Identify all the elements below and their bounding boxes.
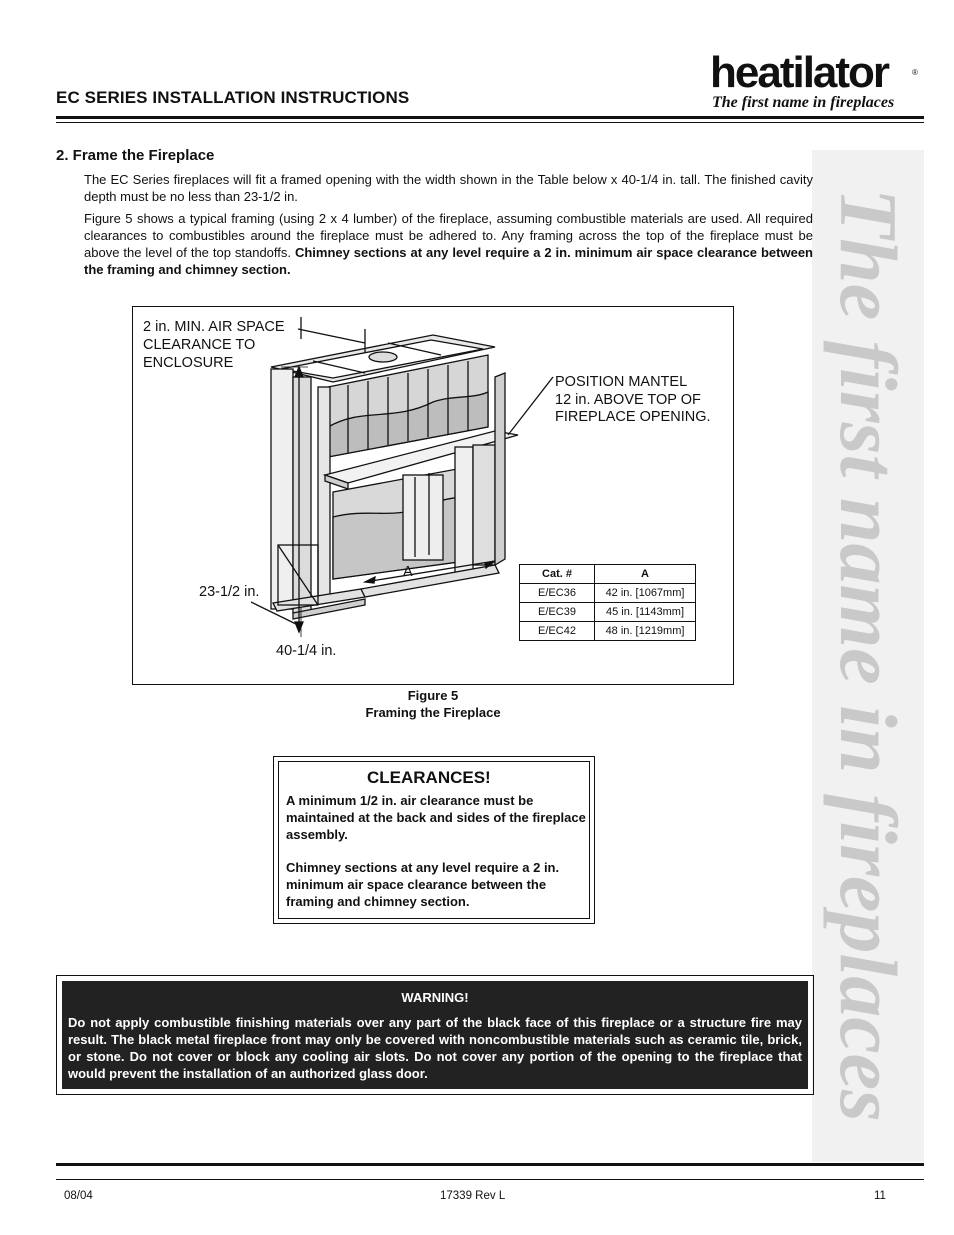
label-depth-dimension: 23-1/2 in. xyxy=(199,584,260,600)
table-header-cat: Cat. # xyxy=(520,565,595,584)
label-width-a: A xyxy=(403,564,413,580)
table-cell-a: 45 in. [1143mm] xyxy=(595,603,696,622)
table-header-a: A xyxy=(595,565,696,584)
clearances-text-2: Chimney sections at any level require a 2 in. minimum air space clearance between the framing and chimney section. xyxy=(286,860,560,909)
header-rule-thin xyxy=(56,122,924,123)
warning-panel xyxy=(62,981,808,1089)
table-cell-cat: E/EC42 xyxy=(520,622,595,641)
footer-date: 08/04 xyxy=(64,1190,93,1202)
section-paragraph-1: The EC Series fireplaces will fit a framed opening with the width shown in the Table below x 40-1/4 in. tall. The finished cavity depth must be no less than 23-1/2 in. xyxy=(84,172,813,204)
section-title: 2. Frame the Fireplace xyxy=(56,147,215,164)
label-mantel-line-2: 12 in. ABOVE TOP OF xyxy=(555,392,701,408)
heatilator-logo xyxy=(708,48,923,116)
label-air-space-line-1: 2 in. MIN. AIR SPACE xyxy=(143,319,285,335)
clearances-title: CLEARANCES! xyxy=(367,768,491,787)
logo-tagline: The first name in fireplaces xyxy=(712,94,895,111)
table-cell-a: 42 in. [1067mm] xyxy=(595,584,696,603)
figure-caption-number: Figure 5 xyxy=(407,688,459,703)
label-air-space-line-3: ENCLOSURE xyxy=(143,355,234,371)
side-watermark-text: The first name in fireplaces xyxy=(823,188,914,1122)
clearances-text-1: A minimum 1/2 in. air clearance must be maintained at the back and sides of the fireplace assembly. xyxy=(286,793,586,842)
warning-title: WARNING! xyxy=(401,990,469,1005)
paragraph-2-bold-text: Chimney sections at any level require a 2 in. minimum air space clearance between the framing and chimney section. xyxy=(84,245,813,277)
label-mantel-line-3: FIREPLACE OPENING. xyxy=(555,409,711,425)
footer-rule xyxy=(56,1163,924,1166)
footer-rule-thin xyxy=(56,1179,924,1180)
table-cell-cat: E/EC39 xyxy=(520,603,595,622)
table-cell-a: 48 in. [1219mm] xyxy=(595,622,696,641)
label-air-space-line-2: CLEARANCE TO xyxy=(143,337,256,353)
table-row xyxy=(520,622,696,641)
warning-text: Do not apply combustible finishing materials over any part of the black face of this fireplace or a structure fire may result. The black metal fireplace front may only be covered with noncombustible materials such as ceramic tile, brick, or stone. Do not cover or block any cooling air slots. Do not cover any portion of the opening to the fireplace that would prevent the installation of an authorized glass door. xyxy=(68,1015,802,1081)
warning-notice xyxy=(56,975,814,1095)
footer-document-number: 17339 Rev L xyxy=(440,1190,506,1202)
document-header-title: EC SERIES INSTALLATION INSTRUCTIONS xyxy=(56,88,410,107)
label-height-dimension: 40-1/4 in. xyxy=(276,643,337,659)
header-rule xyxy=(56,116,924,119)
clearances-inner-frame xyxy=(278,761,590,919)
clearances-notice xyxy=(273,756,595,924)
table-header-row xyxy=(520,565,696,584)
table-cell-cat: E/EC36 xyxy=(520,584,595,603)
section-paragraph-2 xyxy=(84,210,813,278)
table-row xyxy=(520,603,696,622)
paragraph-2-text: Figure 5 shows a typical framing (using 2 x 4 lumber) of the fireplace, assuming combustible materials are used. All required clearances to combustibles around the fireplace must be adhered to. Any framing across the top of the fireplace must be above the level of the top standoffs. xyxy=(84,211,813,260)
figure-5-frame xyxy=(132,306,734,685)
footer-page-number: 11 xyxy=(874,1190,886,1202)
label-mantel-line-1: POSITION MANTEL xyxy=(555,374,688,390)
logo-registered-mark: ® xyxy=(912,68,918,77)
catalog-dimension-table xyxy=(519,564,696,641)
table-row xyxy=(520,584,696,603)
figure-caption-title: Framing the Fireplace xyxy=(365,705,501,720)
logo-wordmark: heatilator xyxy=(710,48,889,97)
